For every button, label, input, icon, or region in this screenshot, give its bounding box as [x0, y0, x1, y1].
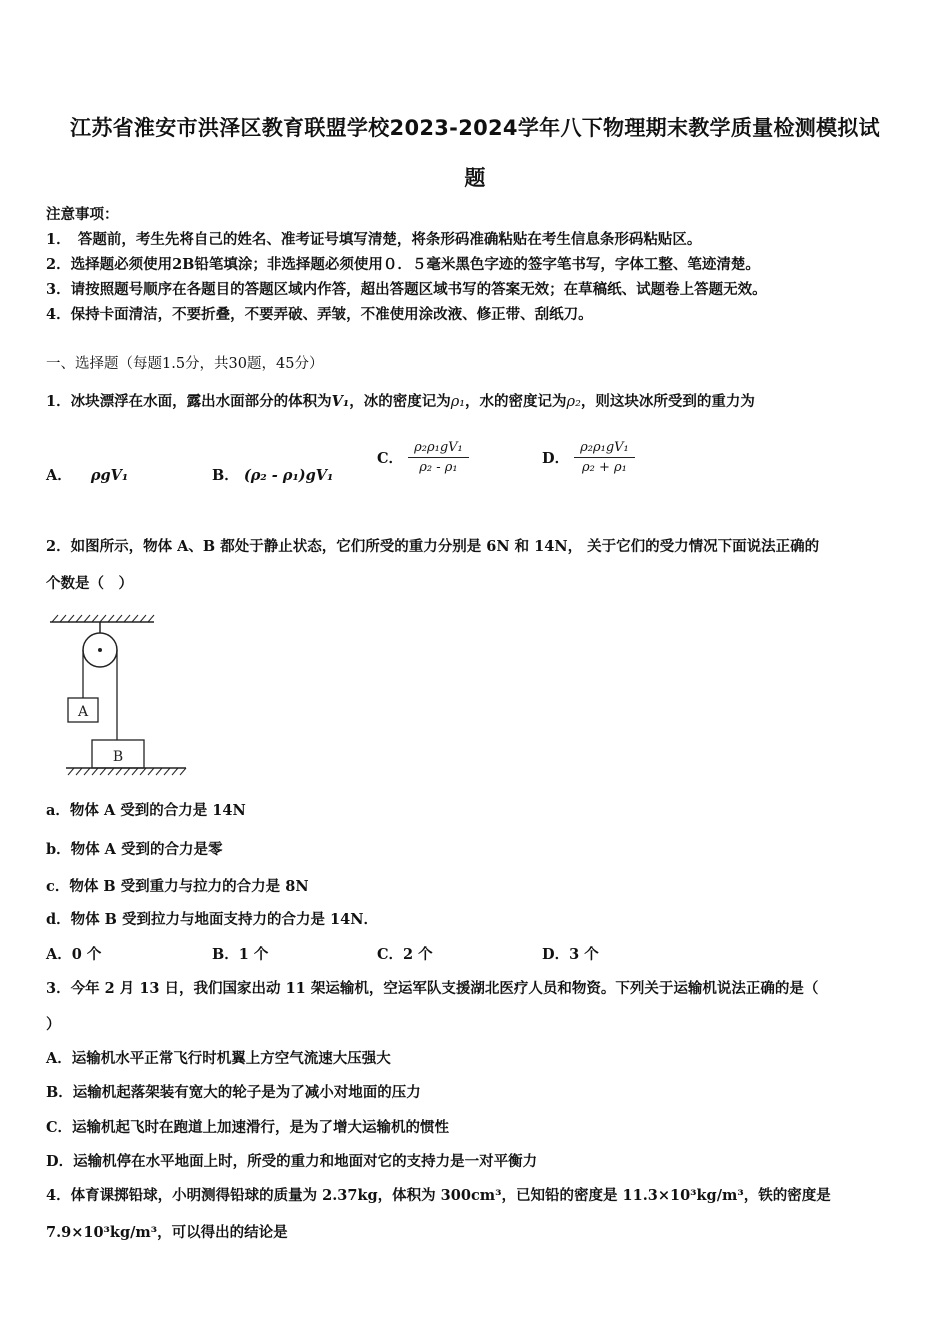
q3-option-d: D．运输机停在水平地面上时，所受的重力和地面对它的支持力是一对平衡力 [46, 1153, 538, 1170]
option-expression: ρgV₁ [90, 467, 129, 484]
notice-item: 1． 答题前，考生先将自己的姓名、准考证号填写清楚，将条形码准确粘贴在考生信息条形码粘贴区。 [46, 231, 702, 248]
question-4-stem-continued: 7.9×10³kg/m³，可以得出的结论是 [46, 1224, 288, 1241]
fraction-denominator: ρ₂ - ρ₁ [419, 460, 458, 475]
q2-statement-c: c．物体 B 受到重力与拉力的合力是 8N [46, 878, 309, 895]
q2-option-d: D．3 个 [542, 946, 599, 963]
q1-stem-part: 1．冰块漂浮在水面，露出水面部分的体积为 [46, 393, 332, 410]
q1-option-c [377, 440, 469, 475]
question-4-stem: 4．体育课掷铅球，小明测得铅球的质量为 2.37kg，体积为 300cm³，已知铅的密度是 11.3×10³kg/m³，铁的密度是 [46, 1187, 831, 1204]
fraction [408, 440, 469, 475]
notice-heading: 注意事项： [46, 206, 119, 223]
page-title: 江苏省淮安市洪泽区教育联盟学校2023-2024学年八下物理期末教学质量检测模拟试 [70, 116, 880, 140]
block-b-label: B [112, 749, 124, 765]
notice-item: 4．保持卡面清洁，不要折叠，不要弄破、弄皱，不准使用涂改液、修正带、刮纸刀。 [46, 306, 593, 323]
option-label: C． [377, 450, 404, 467]
option-label: B． [212, 467, 239, 484]
notice-item: 2．选择题必须使用2B铅笔填涂；非选择题必须使用０．５毫米黑色字迹的签字笔书写，字体工整、笔迹清楚。 [46, 256, 760, 273]
q1-rho2: ρ₂ [566, 394, 581, 410]
q1-stem-part: ，则这块冰所受到的重力为 [580, 393, 755, 410]
q1-stem-part: ，冰的密度记为 [349, 393, 451, 410]
q1-rho1: ρ₁ [450, 394, 466, 410]
question-2-stem: 2．如图所示，物体 A、B 都处于静止状态，它们所受的重力分别是 6N 和 14N， 关于它们的受力情况下面说法正确的 [46, 538, 820, 555]
q1-v1: V₁ [331, 393, 350, 410]
q3-option-c: C．运输机起飞时在跑道上加速滑行，是为了增大运输机的惯性 [46, 1119, 450, 1136]
pulley-diagram [46, 612, 191, 777]
q1-option-b [212, 464, 333, 485]
fraction-numerator: ρ₂ρ₁gV₁ [574, 440, 635, 458]
q3-option-b: B．运输机起落架装有宽大的轮子是为了减小对地面的压力 [46, 1084, 421, 1101]
q2-statement-d: d．物体 B 受到拉力与地面支持力的合力是 14N． [46, 911, 378, 928]
option-label: D． [542, 450, 570, 467]
section-heading: 一、选择题（每题1.5分，共30题，45分） [46, 356, 324, 372]
fraction [574, 440, 635, 475]
q2-option-b: B．1 个 [212, 946, 269, 963]
q2-option-c: C．2 个 [377, 946, 433, 963]
question-3-stem: 3．今年 2 月 13 日，我们国家出动 11 架运输机，空运军队支援湖北医疗人员和物资。下列关于运输机说法正确的是（ [46, 980, 819, 997]
option-label: A． [46, 467, 72, 484]
q1-stem-part: ，水的密度记为 [465, 393, 567, 410]
block-a-label: A [77, 704, 89, 720]
question-3-stem-continued: ） [46, 1016, 61, 1033]
question-1-stem [46, 390, 755, 411]
option-expression: (ρ₂ - ρ₁)gV₁ [243, 467, 334, 484]
q2-statement-a: a．物体 A 受到的合力是 14N [46, 802, 246, 819]
fraction-denominator: ρ₂ + ρ₁ [582, 460, 627, 475]
q3-option-a: A．运输机水平正常飞行时机翼上方空气流速大压强大 [46, 1050, 391, 1067]
fraction-numerator: ρ₂ρ₁gV₁ [408, 440, 469, 458]
q1-option-d [542, 440, 635, 475]
q2-option-a: A．0 个 [46, 946, 102, 963]
question-2-stem-continued: 个数是（ ） [46, 575, 133, 592]
page-title-continued: 题 [464, 166, 486, 190]
notice-item: 3．请按照题号顺序在各题目的答题区域内作答，超出答题区域书写的答案无效；在草稿纸、试题卷上答题无效。 [46, 281, 767, 298]
q1-option-a [46, 464, 128, 485]
q2-statement-b: b．物体 A 受到的合力是零 [46, 841, 223, 858]
